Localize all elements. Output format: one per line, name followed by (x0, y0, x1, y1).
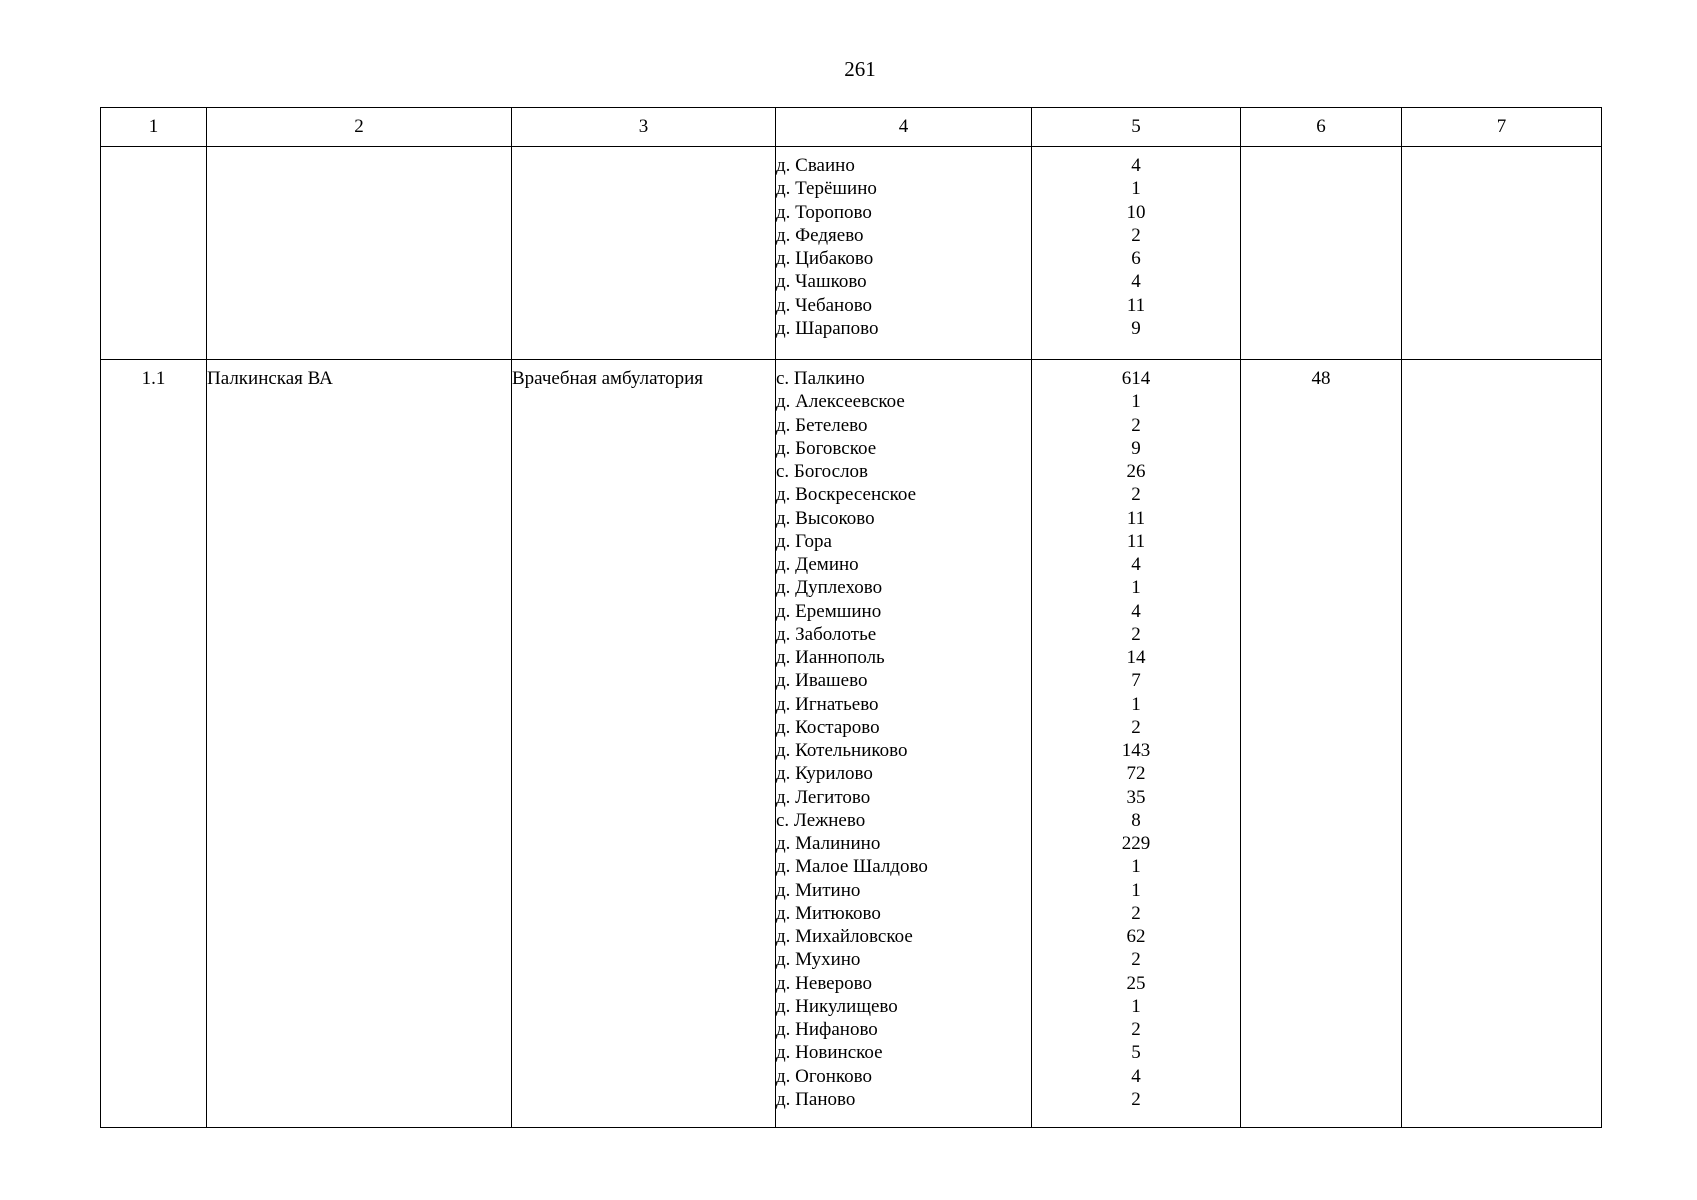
settlement-name: д. Бетелево (776, 414, 868, 436)
settlement-value: 1 (1131, 693, 1141, 715)
settlement-value: 2 (1131, 623, 1141, 645)
settlement-value: 4 (1131, 271, 1141, 293)
column-header-7: 7 (1402, 108, 1602, 147)
settlement-name: д. Ианнополь (776, 647, 885, 668)
settlement-name: д. Чашково (776, 271, 867, 293)
settlement-value: 1 (1131, 879, 1141, 901)
settlement-name: д. Малое Шалдово (776, 856, 928, 878)
settlement-value: 26 (1126, 461, 1146, 482)
settlement-name-list (776, 154, 1031, 340)
settlement-value: 62 (1126, 926, 1146, 947)
settlement-name: д. Дуплехово (776, 577, 883, 599)
settlement-value: 2 (1131, 484, 1141, 506)
settlement-name: д. Демино (776, 554, 859, 575)
settlement-value: 8 (1131, 809, 1141, 831)
settlement-value: 10 (1126, 201, 1146, 223)
settlement-value: 11 (1126, 507, 1146, 529)
settlement-name: д. Федяево (776, 224, 864, 246)
settlements-table (100, 107, 1602, 1128)
facility-type-cell (512, 147, 776, 360)
settlement-value: 143 (1121, 740, 1151, 761)
column-header-1: 1 (101, 108, 207, 147)
settlement-name: д. Легитово (776, 786, 871, 808)
settlement-value: 7 (1131, 670, 1141, 692)
settlement-name: д. Чебаново (776, 294, 873, 316)
settlement-values-cell (1032, 147, 1241, 360)
table-row-palkino (101, 360, 1602, 1128)
settlement-name: д. Терёшино (776, 178, 877, 200)
settlement-name: д. Костарово (776, 716, 880, 738)
settlement-name: д. Боговское (776, 437, 877, 459)
settlement-value: 2 (1131, 1088, 1141, 1110)
column-header-2: 2 (207, 108, 512, 147)
settlement-names-cell (776, 147, 1032, 360)
facility-name-cell (207, 147, 512, 360)
settlement-name: д. Еремшино (776, 600, 882, 622)
settlement-name: д. Заболотье (776, 623, 877, 645)
settlement-name: д. Паново (776, 1088, 856, 1110)
settlement-name: д. Ивашево (776, 670, 868, 692)
column-header-4: 4 (776, 108, 1032, 147)
settlement-name: с. Богослов (776, 461, 869, 482)
settlement-value: 2 (1131, 949, 1141, 971)
row-number-cell: 1.1 (101, 360, 207, 1128)
settlement-name: д. Мухино (776, 949, 861, 971)
facility-type-cell: Врачебная амбулатория (512, 360, 776, 1128)
settlement-value: 9 (1131, 317, 1141, 339)
settlement-value: 1 (1131, 178, 1141, 200)
settlement-value: 2 (1131, 902, 1141, 924)
settlement-name: с. Палкино (776, 368, 865, 389)
settlement-name: д. Огонково (776, 1065, 872, 1087)
settlement-name: д. Михайловское (776, 926, 913, 947)
settlement-value: 6 (1131, 248, 1141, 269)
column-6-cell: 48 (1241, 360, 1402, 1128)
settlement-name: д. Цибаково (776, 248, 874, 269)
settlement-name: д. Митюково (776, 902, 881, 924)
settlement-value: 4 (1131, 554, 1141, 575)
column-header-6: 6 (1241, 108, 1402, 147)
settlement-value: 35 (1126, 786, 1146, 808)
settlement-value: 229 (1121, 833, 1151, 854)
settlement-value: 4 (1131, 600, 1141, 622)
settlement-name: д. Новинское (776, 1042, 883, 1064)
settlement-name: с. Лежнево (776, 809, 866, 831)
row-number-cell (101, 147, 207, 360)
table-row-continuation (101, 147, 1602, 360)
settlement-value: 9 (1131, 437, 1141, 459)
column-6-cell (1241, 147, 1402, 360)
column-header-5: 5 (1032, 108, 1241, 147)
settlement-value: 1 (1131, 856, 1141, 878)
settlement-name: д. Малинино (776, 833, 881, 854)
settlement-name: д. Неверово (776, 972, 872, 994)
settlement-name: д. Никулищево (776, 995, 898, 1017)
column-7-cell (1402, 360, 1602, 1128)
settlement-values-cell (1032, 360, 1241, 1128)
settlement-value: 2 (1131, 224, 1141, 246)
settlement-name: д. Митино (776, 879, 861, 901)
settlement-name: д. Котельниково (776, 740, 908, 761)
settlement-value: 14 (1126, 647, 1146, 668)
settlement-value: 72 (1126, 763, 1146, 785)
settlement-name: д. Высоково (776, 507, 875, 529)
settlement-value-list (1032, 154, 1240, 340)
facility-name-cell: Палкинская ВА (207, 360, 512, 1128)
column-number-header-row (101, 108, 1602, 147)
settlement-value: 614 (1121, 368, 1151, 389)
page-number: 261 (844, 57, 876, 81)
settlement-value: 4 (1131, 155, 1141, 176)
settlement-name: д. Сваино (776, 155, 855, 176)
settlement-name: д. Шарапово (776, 317, 879, 339)
settlement-name: д. Торопово (776, 201, 872, 223)
settlement-name: д. Алексеевское (776, 391, 905, 413)
settlement-name-list (776, 367, 1031, 1111)
settlement-value: 25 (1126, 972, 1146, 994)
settlement-names-cell (776, 360, 1032, 1128)
settlement-name: д. Гора (776, 530, 832, 552)
column-header-3: 3 (512, 108, 776, 147)
column-7-cell (1402, 147, 1602, 360)
settlement-value: 5 (1131, 1042, 1141, 1064)
settlement-name: д. Нифаново (776, 1019, 878, 1040)
settlement-value: 2 (1131, 1019, 1141, 1040)
settlement-value-list (1032, 367, 1240, 1111)
settlement-value: 4 (1131, 1065, 1141, 1087)
settlement-name: д. Игнатьево (776, 693, 879, 715)
settlement-value: 2 (1131, 414, 1141, 436)
settlement-value: 11 (1126, 530, 1146, 552)
settlement-value: 11 (1126, 294, 1146, 316)
settlement-value: 2 (1131, 716, 1141, 738)
settlement-value: 1 (1131, 995, 1141, 1017)
settlement-name: д. Курилово (776, 763, 873, 785)
settlement-value: 1 (1131, 391, 1141, 413)
settlement-name: д. Воскресенское (776, 484, 917, 506)
settlement-value: 1 (1131, 577, 1141, 599)
